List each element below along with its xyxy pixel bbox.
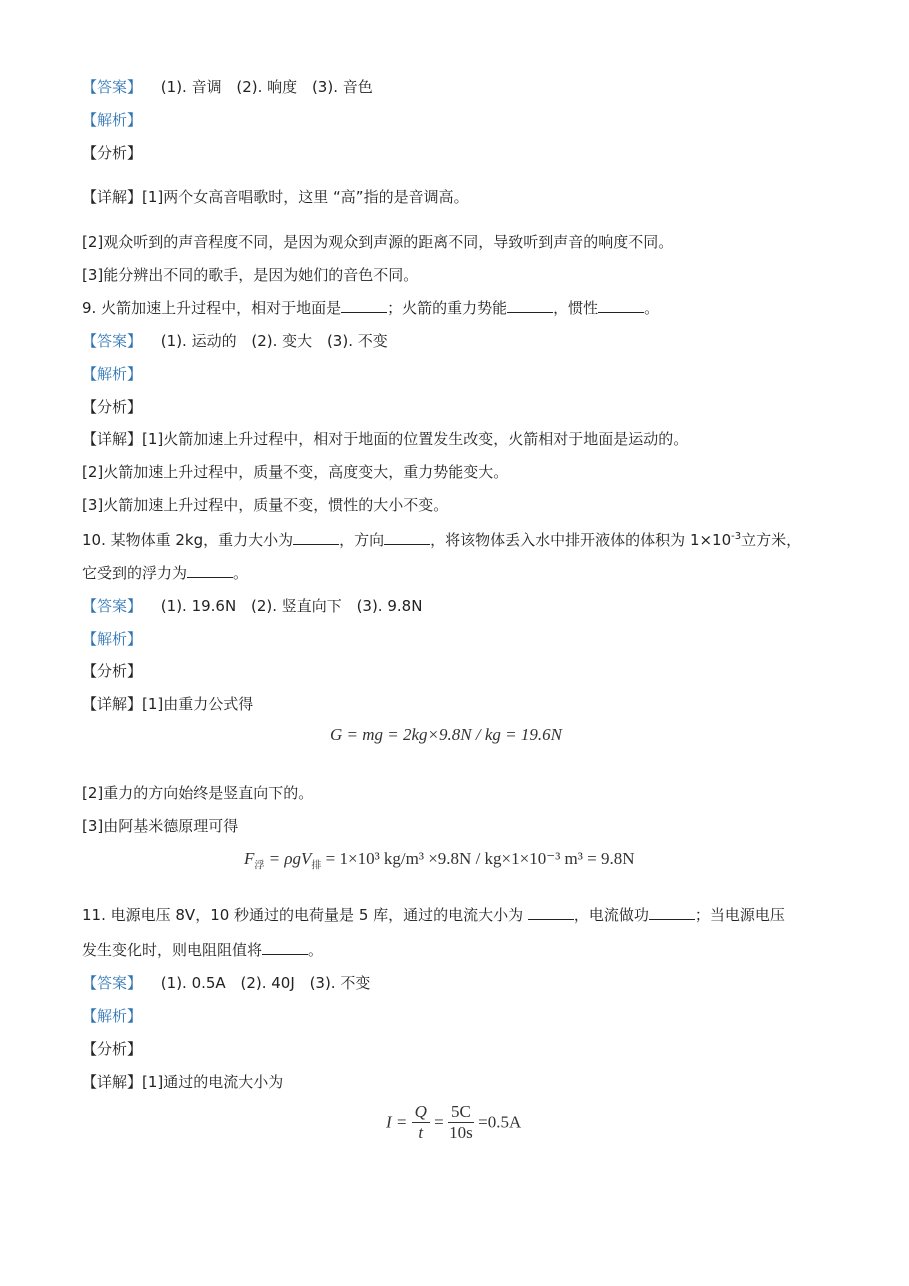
detail-tag: 【详解】 xyxy=(82,188,143,206)
stem-text: 。 xyxy=(308,941,324,959)
denominator: t xyxy=(418,1123,424,1142)
detail-text: [3]火箭加速上升过程中，质量不变，惯性的大小不变。 xyxy=(82,496,449,514)
stem-text: ，惯性 xyxy=(553,299,599,317)
q11-answer-line xyxy=(82,973,370,993)
answer-part: (1). 运动的 xyxy=(160,332,237,350)
q11-stem-line2 xyxy=(82,940,323,960)
detail-line xyxy=(82,694,253,714)
answer-blank xyxy=(528,905,574,920)
answer-blank xyxy=(262,940,308,955)
answer-part: (2). 响度 xyxy=(236,78,298,96)
numerator: Q xyxy=(412,1102,430,1123)
q9-answer-line xyxy=(82,331,388,351)
answer-part: (2). 竖直向下 xyxy=(250,597,342,615)
detail-text: [3]由阿基米德原理可得 xyxy=(82,817,239,835)
answer-part: (1). 0.5A xyxy=(160,974,226,992)
formula-part: I = xyxy=(386,1112,408,1132)
detail-tag: 【详解】 xyxy=(82,1073,143,1091)
exponent: -3 xyxy=(731,531,742,542)
buoyancy-formula xyxy=(244,849,635,871)
detail-text: [2]重力的方向始终是竖直向下的。 xyxy=(82,784,314,802)
detail-tag: 【详解】 xyxy=(82,430,143,448)
answer-part: (3). 9.8N xyxy=(356,597,423,615)
q10-answer-line xyxy=(82,596,422,616)
answer-tag: 【答案】 xyxy=(82,597,143,615)
denominator: 10s xyxy=(449,1123,473,1142)
stem-text: ，方向 xyxy=(339,531,385,549)
q10-stem-line2 xyxy=(82,563,248,583)
analysis-tag: 【解析】 xyxy=(82,630,143,648)
detail-line xyxy=(82,1072,283,1092)
detail-line xyxy=(82,187,469,207)
stem-text: ，电流做功 xyxy=(573,906,649,924)
q9-stem xyxy=(82,298,659,318)
answer-blank xyxy=(187,563,233,578)
fenxi-tag: 【分析】 xyxy=(82,144,143,162)
detail-text: [1]火箭加速上升过程中，相对于地面的位置发生改变，火箭相对于地面是运动的。 xyxy=(142,430,689,448)
formula-sub: 浮 xyxy=(254,860,265,872)
answer-blank xyxy=(293,530,339,545)
answer-blank xyxy=(649,905,695,920)
q10-stem-line1 xyxy=(82,527,801,550)
stem-text: 。 xyxy=(233,564,249,582)
detail-text: [1]由重力公式得 xyxy=(142,695,254,713)
fenxi-tag: 【分析】 xyxy=(82,1040,143,1058)
formula-part: = xyxy=(434,1112,444,1132)
detail-text: [3]能分辨出不同的歌手，是因为她们的音色不同。 xyxy=(82,266,419,284)
fenxi-tag: 【分析】 xyxy=(82,662,143,680)
stem-text: 。 xyxy=(644,299,660,317)
answer-part: (1). 19.6N xyxy=(160,597,237,615)
gravity-formula: G = mg = 2kg×9.8N / kg = 19.6N xyxy=(330,725,562,744)
answer-part: (2). 40J xyxy=(240,974,295,992)
answer-tag: 【答案】 xyxy=(82,974,143,992)
answer-part: (2). 变大 xyxy=(251,332,313,350)
detail-text: [2]观众听到的声音程度不同，是因为观众到声源的距离不同，导致听到声音的响度不同。 xyxy=(82,233,674,251)
stem-text: 11. 电源电压 8V，10 秒通过的电荷量是 5 库，通过的电流大小为 xyxy=(82,906,528,924)
q8-answer-line xyxy=(82,77,373,97)
answer-tag: 【答案】 xyxy=(82,332,143,350)
answer-part: (3). 不变 xyxy=(309,974,371,992)
answer-part: (3). 音色 xyxy=(311,78,373,96)
numerator: 5C xyxy=(448,1102,474,1123)
answer-blank xyxy=(598,298,644,313)
detail-line xyxy=(82,429,688,449)
stem-text: 10. 某物体重 2kg，重力大小为 xyxy=(82,531,294,549)
formula-part: F xyxy=(244,849,255,868)
detail-text: [1]通过的电流大小为 xyxy=(142,1073,284,1091)
answer-part: (3). 不变 xyxy=(326,332,388,350)
fenxi-tag: 【分析】 xyxy=(82,398,143,416)
analysis-tag: 【解析】 xyxy=(82,365,143,383)
q11-stem-line1 xyxy=(82,905,785,925)
detail-tag: 【详解】 xyxy=(82,695,143,713)
stem-text: 发生变化时，则电阻阻值将 xyxy=(82,941,263,959)
detail-text: [1]两个女高音唱歌时，这里 “高”指的是音调高。 xyxy=(142,188,469,206)
answer-tag: 【答案】 xyxy=(82,78,143,96)
stem-text: 它受到的浮力为 xyxy=(82,564,188,582)
answer-part: (1). 音调 xyxy=(160,78,222,96)
stem-text: ；当电源电压 xyxy=(694,906,785,924)
fraction xyxy=(412,1102,430,1143)
formula-part: =0.5A xyxy=(478,1112,522,1132)
answer-blank xyxy=(384,530,430,545)
answer-blank xyxy=(507,298,553,313)
stem-text: ；火箭的重力势能 xyxy=(387,299,508,317)
stem-text: 立方米， xyxy=(741,531,802,549)
stem-text: 9. 火箭加速上升过程中，相对于地面是 xyxy=(82,299,342,317)
formula-sub: 排 xyxy=(311,860,322,872)
stem-text: ，将该物体丢入水中排开液体的体积为 1×10 xyxy=(430,531,732,549)
fraction xyxy=(448,1102,474,1143)
answer-blank xyxy=(341,298,387,313)
detail-text: [2]火箭加速上升过程中，质量不变，高度变大，重力势能变大。 xyxy=(82,463,509,481)
current-formula xyxy=(386,1102,521,1143)
formula-part: = 1×10³ kg/m³ ×9.8N / kg×1×10⁻³ m³ = 9.8N xyxy=(321,849,635,868)
analysis-tag: 【解析】 xyxy=(82,1007,143,1025)
analysis-tag: 【解析】 xyxy=(82,111,143,129)
formula-part: = ρgV xyxy=(264,849,312,868)
